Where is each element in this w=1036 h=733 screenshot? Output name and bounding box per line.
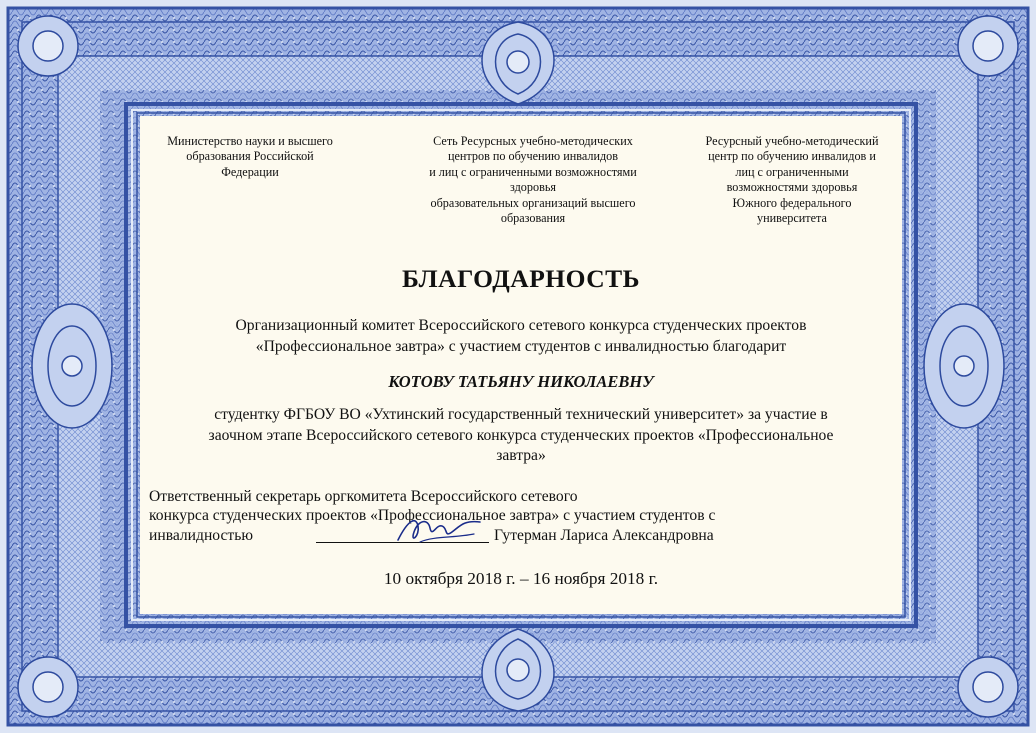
recipient-name: КОТОВУ ТАТЬЯНУ НИКОЛАЕВНУ	[388, 372, 654, 391]
certificate-paper	[140, 116, 902, 614]
signature-block: Ответственный секретарь оргкомитета Всероссийского сетевого конкурса студенческих проектов «Профессиональное завтра» с участием студентов с инвалидностью Гутерман Лариса Александровна	[149, 487, 889, 545]
certificate-title: БЛАГОДАРНОСТЬ	[401, 264, 641, 293]
intro-paragraph: Организационный комитет Всероссийского сетевого конкурса студенческих проектов «Профессиональное завтра» с участием студентов с инвалидностью благодарит	[235, 317, 807, 355]
signature-row	[149, 526, 889, 545]
handwritten-signature	[394, 512, 484, 548]
right-medallion	[924, 304, 1004, 428]
contest-dates: 10 октября 2018 г. – 16 ноября 2018 г.	[383, 569, 659, 588]
header-ministry: Министерство науки и высшего образования Российской Федерации	[167, 134, 333, 179]
signature-lead-text: инвалидностью	[149, 526, 253, 544]
header-network: Сеть Ресурсных учебно-методических центров по обучению инвалидов и лиц с ограниченными возможностями здоровья образовательных организаций высшего образования	[429, 134, 637, 226]
reason-paragraph: студентку ФГБОУ ВО «Ухтинский государственный технический университет» за участие в заочном этапе Всероссийского сетевого конкурса студенческих проектов «Профессиональное завтра»	[208, 406, 834, 464]
signatory-name: Гутерман Лариса Александровна	[494, 526, 714, 544]
left-medallion	[32, 304, 112, 428]
header-resource-center: Ресурсный учебно-методический центр по обучению инвалидов и лиц с ограниченными возможностями здоровья Южного федерального университета	[705, 134, 879, 226]
